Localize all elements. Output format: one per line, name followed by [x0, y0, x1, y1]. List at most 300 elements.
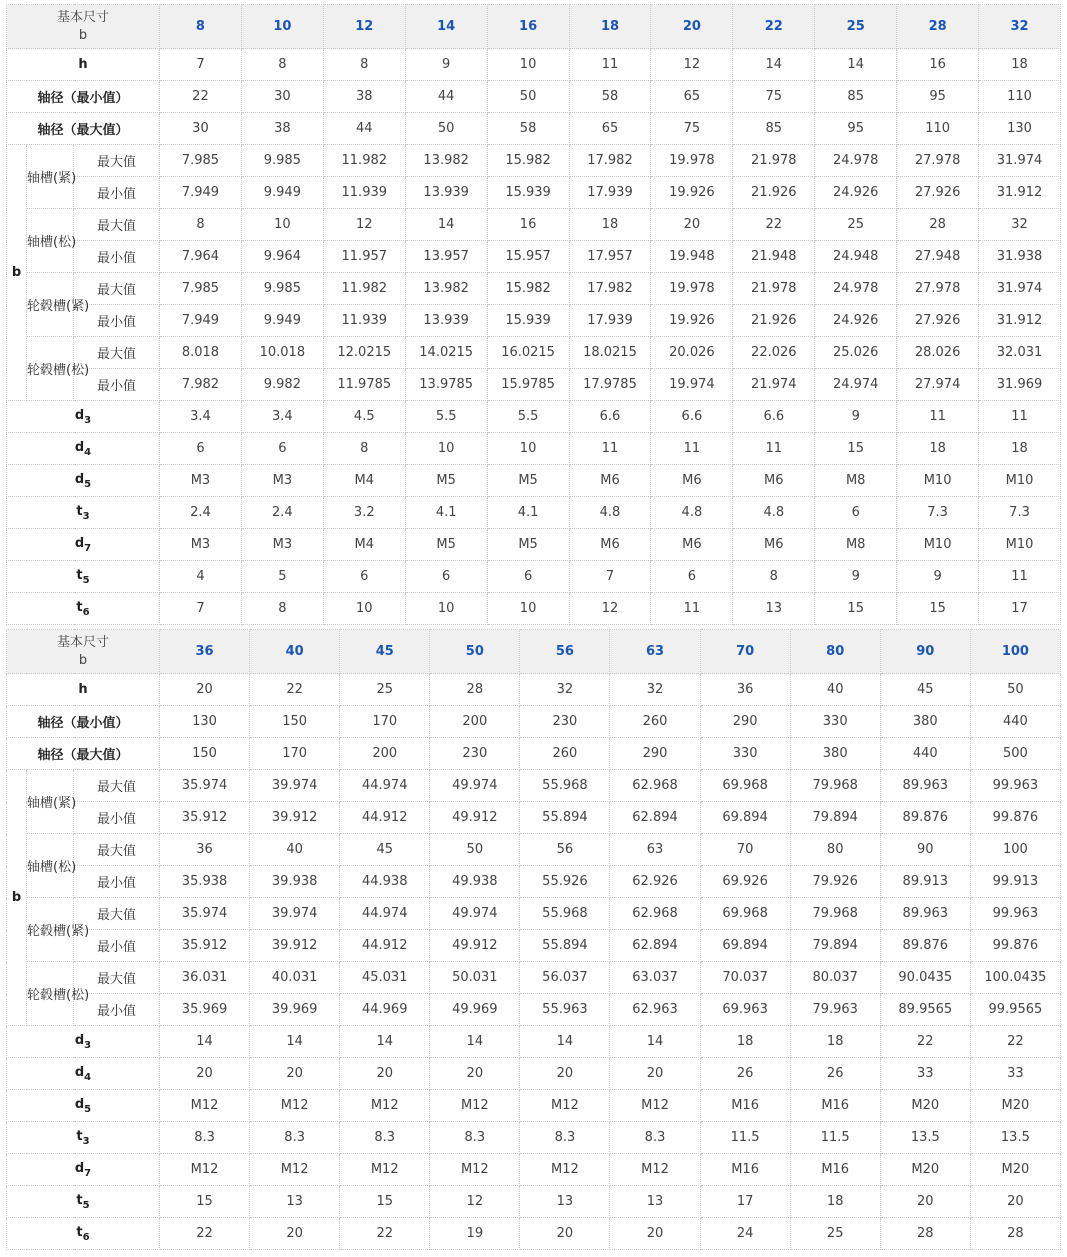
- table-cell: 27.926: [897, 305, 979, 337]
- table-row: [7, 930, 1061, 962]
- table-row: [7, 1090, 1061, 1122]
- table-row: [7, 433, 1061, 465]
- table-cell: 31.912: [979, 177, 1061, 209]
- table-cell: 19.926: [651, 177, 733, 209]
- table-cell: 6: [815, 497, 897, 529]
- row-label: [7, 1122, 160, 1154]
- table-cell: 50: [430, 834, 520, 866]
- size-column-header: 90: [880, 630, 970, 674]
- table-cell: 79.968: [790, 898, 880, 930]
- table-cell: 22: [880, 1026, 970, 1058]
- table-cell: 8: [241, 49, 323, 81]
- table-row: [7, 1186, 1061, 1218]
- table-cell: 21.926: [733, 177, 815, 209]
- table-cell: 28.026: [897, 337, 979, 369]
- table-cell: 22: [250, 674, 340, 706]
- table-cell: 80.037: [790, 962, 880, 994]
- table-cell: 69.926: [700, 866, 790, 898]
- table-cell: 62.968: [610, 770, 700, 802]
- table-cell: 49.938: [430, 866, 520, 898]
- row-label: 轴径（最小值）: [7, 706, 160, 738]
- row-label: 轴径（最小值）: [7, 81, 160, 113]
- row-label-symbol: t: [76, 567, 83, 583]
- size-column-header: 80: [790, 630, 880, 674]
- table-cell: 33: [880, 1058, 970, 1090]
- table-cell: 4.8: [733, 497, 815, 529]
- table-cell: 17: [700, 1186, 790, 1218]
- table-cell: 7.3: [979, 497, 1061, 529]
- table-cell: 13.5: [880, 1122, 970, 1154]
- b-group-label: b: [7, 770, 27, 1026]
- limit-label: 最小值: [74, 369, 160, 401]
- table-cell: 16.0215: [487, 337, 569, 369]
- size-column-header: 25: [815, 5, 897, 49]
- table-cell: 15: [815, 433, 897, 465]
- table-cell: M5: [487, 465, 569, 497]
- table-row: [7, 49, 1061, 81]
- table-cell: 9.982: [241, 369, 323, 401]
- table-cell: M12: [610, 1090, 700, 1122]
- table-cell: 99.9565: [970, 994, 1060, 1026]
- table-cell: 18: [790, 1186, 880, 1218]
- table-cell: 18: [569, 209, 651, 241]
- table-cell: 20: [880, 1186, 970, 1218]
- table-row: [7, 898, 1061, 930]
- table-cell: 99.876: [970, 930, 1060, 962]
- table-row: [7, 674, 1061, 706]
- table-cell: 330: [700, 738, 790, 770]
- row-label-subscript: 7: [84, 542, 92, 554]
- table-cell: 69.968: [700, 898, 790, 930]
- table-cell: 17.957: [569, 241, 651, 273]
- table-cell: 70: [700, 834, 790, 866]
- table-cell: 8.3: [250, 1122, 340, 1154]
- table-cell: 20: [610, 1058, 700, 1090]
- table-cell: 19: [430, 1218, 520, 1250]
- table-cell: 18: [979, 49, 1061, 81]
- table-cell: 4.8: [651, 497, 733, 529]
- size-column-header: 28: [897, 5, 979, 49]
- table-cell: 65: [569, 113, 651, 145]
- table-cell: 15.939: [487, 305, 569, 337]
- table-cell: 69.968: [700, 770, 790, 802]
- row-label-symbol: d: [74, 439, 85, 455]
- table-cell: 90.0435: [880, 962, 970, 994]
- table-cell: 70.037: [700, 962, 790, 994]
- row-label-subscript: 6: [82, 606, 90, 618]
- table-cell: 130: [160, 706, 250, 738]
- table-cell: 21.978: [733, 145, 815, 177]
- table-cell: 11.982: [323, 145, 405, 177]
- table-cell: 6: [323, 561, 405, 593]
- table-cell: 7: [160, 49, 242, 81]
- table-cell: 89.963: [880, 770, 970, 802]
- table-cell: 44.974: [340, 898, 430, 930]
- table-cell: 6.6: [733, 401, 815, 433]
- table-cell: 75: [651, 113, 733, 145]
- table-cell: 19.948: [651, 241, 733, 273]
- table-cell: 16: [897, 49, 979, 81]
- table-cell: M5: [487, 529, 569, 561]
- row-label: [7, 593, 160, 625]
- table-cell: 10: [487, 49, 569, 81]
- table-cell: M5: [405, 529, 487, 561]
- size-column-header: 100: [970, 630, 1060, 674]
- table-cell: 4.8: [569, 497, 651, 529]
- tolerance-group-label: 轮毂槽(紧): [27, 273, 74, 337]
- limit-label: 最大值: [74, 145, 160, 177]
- table-row: [7, 1122, 1061, 1154]
- limit-label: 最小值: [74, 866, 160, 898]
- row-label-subscript: 3: [82, 510, 90, 522]
- table-cell: 18.0215: [569, 337, 651, 369]
- table-cell: 36: [700, 674, 790, 706]
- table-cell: 24.974: [815, 369, 897, 401]
- table-cell: 14: [250, 1026, 340, 1058]
- table-cell: 14: [815, 49, 897, 81]
- table-cell: 500: [970, 738, 1060, 770]
- row-label-symbol: t: [76, 503, 83, 519]
- size-column-header: 63: [610, 630, 700, 674]
- table-cell: 8.3: [160, 1122, 250, 1154]
- table-cell: 79.963: [790, 994, 880, 1026]
- table-cell: 7.985: [160, 273, 242, 305]
- table-cell: 380: [880, 706, 970, 738]
- table-cell: 35.938: [160, 866, 250, 898]
- table-cell: 65: [651, 81, 733, 113]
- table-cell: 22: [160, 1218, 250, 1250]
- table-cell: 6: [405, 561, 487, 593]
- table-cell: 24.978: [815, 273, 897, 305]
- table-cell: 62.894: [610, 930, 700, 962]
- row-label: [7, 401, 160, 433]
- table-cell: 30: [241, 81, 323, 113]
- table-cell: M6: [733, 529, 815, 561]
- table-cell: 55.894: [520, 802, 610, 834]
- table-cell: 85: [815, 81, 897, 113]
- table-cell: 63.037: [610, 962, 700, 994]
- table-cell: 20: [520, 1058, 610, 1090]
- table-cell: 79.894: [790, 802, 880, 834]
- table-cell: 20: [651, 209, 733, 241]
- table-cell: 8: [241, 593, 323, 625]
- table-cell: 13: [250, 1186, 340, 1218]
- table-cell: 13: [520, 1186, 610, 1218]
- table-cell: 80: [790, 834, 880, 866]
- table-cell: 58: [487, 113, 569, 145]
- table-cell: 20: [160, 674, 250, 706]
- table-cell: 25.026: [815, 337, 897, 369]
- table-cell: 35.969: [160, 994, 250, 1026]
- table-cell: 11: [651, 593, 733, 625]
- table-cell: 39.912: [250, 802, 340, 834]
- table-row: [7, 1058, 1061, 1090]
- table-cell: 75: [733, 81, 815, 113]
- table-cell: 44.912: [340, 930, 430, 962]
- table-cell: 150: [160, 738, 250, 770]
- table-cell: 25: [815, 209, 897, 241]
- table-cell: M16: [700, 1090, 790, 1122]
- table-cell: 11.939: [323, 305, 405, 337]
- table-cell: 230: [520, 706, 610, 738]
- table-cell: 15.9785: [487, 369, 569, 401]
- table-cell: 8: [733, 561, 815, 593]
- table-cell: 55.894: [520, 930, 610, 962]
- table-cell: 40: [790, 674, 880, 706]
- limit-label: 最大值: [74, 898, 160, 930]
- table-cell: M12: [340, 1154, 430, 1186]
- table-row: [7, 497, 1061, 529]
- table-cell: 7.949: [160, 305, 242, 337]
- table-row: [7, 465, 1061, 497]
- table-cell: 15: [340, 1186, 430, 1218]
- table-cell: 35.912: [160, 930, 250, 962]
- table-row: [7, 834, 1061, 866]
- table-cell: 19.926: [651, 305, 733, 337]
- table-cell: 21.974: [733, 369, 815, 401]
- row-label: [7, 1154, 160, 1186]
- table-cell: 15: [897, 593, 979, 625]
- table-cell: 3.4: [160, 401, 242, 433]
- table-cell: 5: [241, 561, 323, 593]
- table-cell: 10: [405, 433, 487, 465]
- table-cell: 11.5: [700, 1122, 790, 1154]
- table-cell: 44.969: [340, 994, 430, 1026]
- table-cell: 90: [880, 834, 970, 866]
- table-cell: 8: [323, 433, 405, 465]
- table-cell: 62.926: [610, 866, 700, 898]
- spec-table: [6, 4, 1061, 625]
- table-cell: 32.031: [979, 337, 1061, 369]
- table-cell: 50: [487, 81, 569, 113]
- table-cell: 39.912: [250, 930, 340, 962]
- table-row: [7, 529, 1061, 561]
- table-cell: 290: [610, 738, 700, 770]
- table-cell: 11: [979, 401, 1061, 433]
- table-row: [7, 802, 1061, 834]
- size-column-header: 40: [250, 630, 340, 674]
- table-cell: 15.939: [487, 177, 569, 209]
- table-cell: 20: [970, 1186, 1060, 1218]
- table-row: [7, 994, 1061, 1026]
- table-cell: 14: [610, 1026, 700, 1058]
- row-label-subscript: 5: [84, 478, 92, 490]
- table-cell: 330: [790, 706, 880, 738]
- table-cell: 24.978: [815, 145, 897, 177]
- table-cell: 19.978: [651, 145, 733, 177]
- table-cell: 55.968: [520, 898, 610, 930]
- table-cell: 30: [160, 113, 242, 145]
- table-cell: 28: [430, 674, 520, 706]
- table-row: [7, 209, 1061, 241]
- row-label-subscript: 6: [82, 1231, 90, 1243]
- table-row: [7, 401, 1061, 433]
- size-column-header: 36: [160, 630, 250, 674]
- table-cell: 6.6: [569, 401, 651, 433]
- table-cell: 35.974: [160, 898, 250, 930]
- table-cell: 56.037: [520, 962, 610, 994]
- table-cell: 14: [430, 1026, 520, 1058]
- table-cell: M12: [520, 1090, 610, 1122]
- table-cell: 14: [160, 1026, 250, 1058]
- limit-label: 最小值: [74, 994, 160, 1026]
- table-cell: M6: [733, 465, 815, 497]
- table-cell: M4: [323, 465, 405, 497]
- row-label-subscript: 3: [84, 1039, 92, 1051]
- table-cell: 55.968: [520, 770, 610, 802]
- table-cell: 50: [405, 113, 487, 145]
- table-row: [7, 770, 1061, 802]
- row-label: 轴径（最大值）: [7, 738, 160, 770]
- tolerance-group-label: 轴槽(紧): [27, 145, 74, 209]
- table-row: [7, 738, 1061, 770]
- table-cell: 8.3: [340, 1122, 430, 1154]
- table-cell: M6: [651, 529, 733, 561]
- table-cell: 15: [815, 593, 897, 625]
- table-cell: 49.974: [430, 770, 520, 802]
- table-cell: 79.926: [790, 866, 880, 898]
- table-cell: 15.982: [487, 273, 569, 305]
- table-cell: 55.926: [520, 866, 610, 898]
- spec-tables-container: [6, 4, 1060, 1250]
- table-cell: 11.982: [323, 273, 405, 305]
- table-cell: 380: [790, 738, 880, 770]
- table-cell: M12: [430, 1090, 520, 1122]
- table-cell: 7: [569, 561, 651, 593]
- limit-label: 最大值: [74, 962, 160, 994]
- table-cell: 26: [700, 1058, 790, 1090]
- table-cell: 14: [733, 49, 815, 81]
- table-cell: 15.982: [487, 145, 569, 177]
- tolerance-group-label: 轴槽(紧): [27, 770, 74, 834]
- table-cell: 12.0215: [323, 337, 405, 369]
- table-cell: 27.926: [897, 177, 979, 209]
- table-cell: 5.5: [487, 401, 569, 433]
- table-cell: M12: [610, 1154, 700, 1186]
- table-cell: 13.5: [970, 1122, 1060, 1154]
- table-cell: 22: [970, 1026, 1060, 1058]
- table-cell: 56: [520, 834, 610, 866]
- table-cell: 13: [610, 1186, 700, 1218]
- tolerance-group-label: 轮毂槽(紧): [27, 898, 74, 962]
- row-label-symbol: d: [74, 407, 85, 423]
- table-row: [7, 369, 1061, 401]
- table-cell: 17.9785: [569, 369, 651, 401]
- table-cell: 9.985: [241, 145, 323, 177]
- table-cell: 13.982: [405, 145, 487, 177]
- table-cell: M16: [700, 1154, 790, 1186]
- table-cell: 18: [790, 1026, 880, 1058]
- table-cell: M6: [569, 465, 651, 497]
- table-cell: 63: [610, 834, 700, 866]
- row-label-subscript: 5: [84, 1103, 92, 1115]
- table-row: [7, 81, 1061, 113]
- row-label-symbol: t: [76, 1192, 83, 1208]
- tolerance-group-label: 轮毂槽(松): [27, 337, 74, 401]
- row-label-symbol: t: [76, 599, 83, 615]
- table-cell: 89.963: [880, 898, 970, 930]
- table-cell: 31.938: [979, 241, 1061, 273]
- table-cell: 69.894: [700, 802, 790, 834]
- table-row: [7, 273, 1061, 305]
- table-cell: 3.4: [241, 401, 323, 433]
- table-cell: 16: [487, 209, 569, 241]
- table-cell: 24: [700, 1218, 790, 1250]
- table-cell: 20: [250, 1058, 340, 1090]
- table-cell: 39.969: [250, 994, 340, 1026]
- row-label-subscript: 4: [84, 1071, 92, 1083]
- limit-label: 最大值: [74, 209, 160, 241]
- table-cell: 12: [569, 593, 651, 625]
- row-label-subscript: 3: [84, 414, 92, 426]
- table-row: [7, 113, 1061, 145]
- table-cell: 8.3: [430, 1122, 520, 1154]
- table-cell: 35.912: [160, 802, 250, 834]
- table-cell: 50.031: [430, 962, 520, 994]
- size-column-header: 45: [340, 630, 430, 674]
- table-cell: M3: [241, 465, 323, 497]
- table-cell: 8: [323, 49, 405, 81]
- size-column-header: 18: [569, 5, 651, 49]
- table-cell: M5: [405, 465, 487, 497]
- table-cell: 32: [610, 674, 700, 706]
- row-label: h: [7, 49, 160, 81]
- table-cell: 49.974: [430, 898, 520, 930]
- row-label: [7, 497, 160, 529]
- table-cell: M20: [970, 1154, 1060, 1186]
- table-cell: 11: [979, 561, 1061, 593]
- table-cell: 31.974: [979, 145, 1061, 177]
- table-cell: M4: [323, 529, 405, 561]
- limit-label: 最小值: [74, 177, 160, 209]
- table-cell: 13.939: [405, 177, 487, 209]
- table-cell: 36.031: [160, 962, 250, 994]
- table-cell: 7.964: [160, 241, 242, 273]
- table-cell: 12: [430, 1186, 520, 1218]
- table-cell: 170: [250, 738, 340, 770]
- row-label-symbol: t: [76, 1224, 83, 1240]
- row-label-symbol: d: [74, 1160, 85, 1176]
- row-label-symbol: d: [74, 1096, 85, 1112]
- table-row: [7, 305, 1061, 337]
- table-cell: 17.982: [569, 145, 651, 177]
- table-cell: 15.957: [487, 241, 569, 273]
- table-cell: 27.978: [897, 145, 979, 177]
- table-cell: M12: [250, 1090, 340, 1122]
- table-cell: 7: [160, 593, 242, 625]
- table-cell: 6: [241, 433, 323, 465]
- limit-label: 最大值: [74, 337, 160, 369]
- table-cell: M10: [897, 465, 979, 497]
- table-cell: 8.3: [520, 1122, 610, 1154]
- table-cell: 12: [651, 49, 733, 81]
- table-cell: 4: [160, 561, 242, 593]
- table-row: [7, 962, 1061, 994]
- spec-table-1: [6, 4, 1060, 625]
- table-cell: 13.957: [405, 241, 487, 273]
- table-row: [7, 1026, 1061, 1058]
- row-label-subscript: 4: [84, 446, 92, 458]
- table-cell: 200: [340, 738, 430, 770]
- table-cell: 6: [487, 561, 569, 593]
- table-cell: M12: [430, 1154, 520, 1186]
- corner-label-line1: 基本尺寸: [56, 634, 109, 650]
- row-label-symbol: d: [74, 1032, 85, 1048]
- limit-label: 最小值: [74, 802, 160, 834]
- table-cell: 31.969: [979, 369, 1061, 401]
- table-cell: 24.926: [815, 305, 897, 337]
- table-row: [7, 241, 1061, 273]
